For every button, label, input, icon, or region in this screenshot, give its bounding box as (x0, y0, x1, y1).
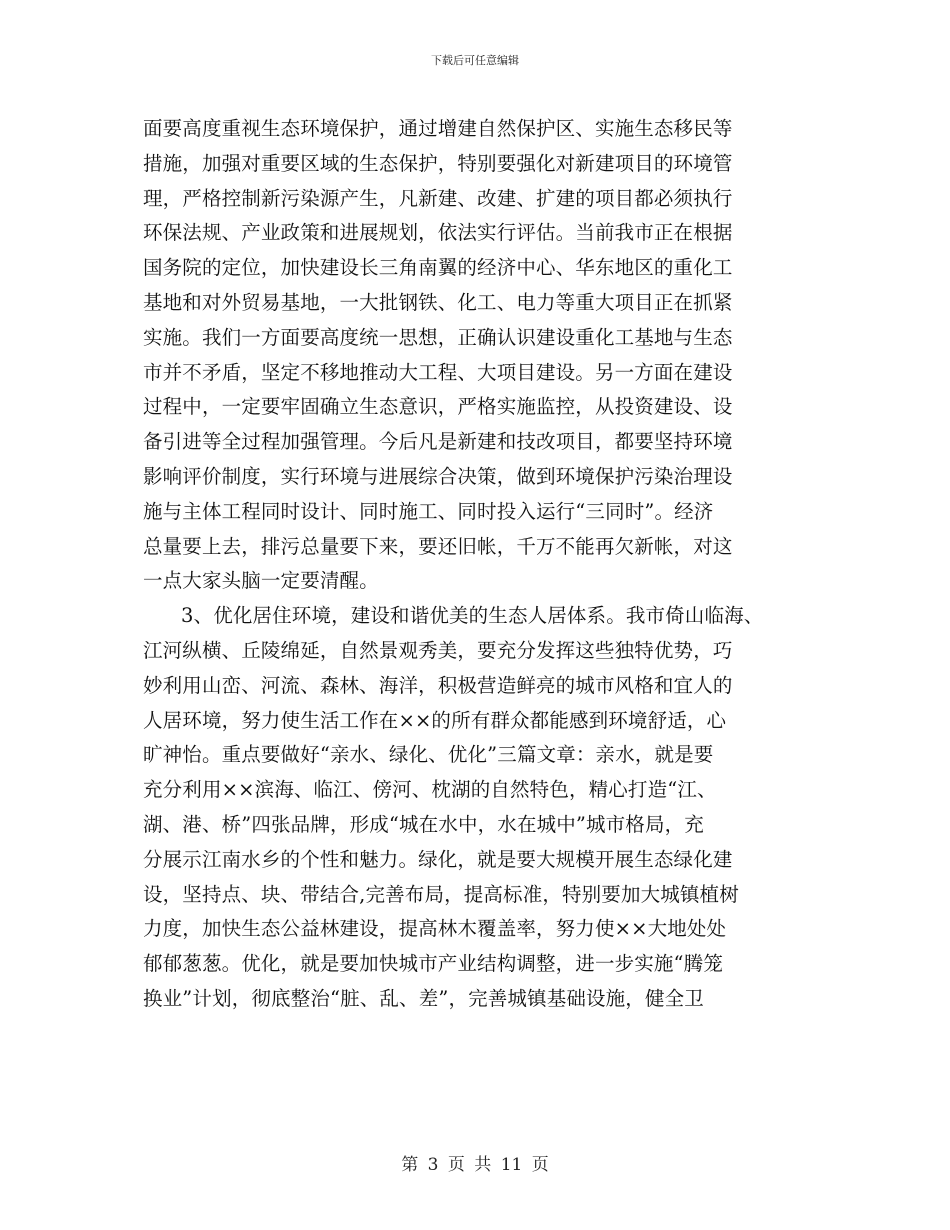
text-line: 换业”计划，彻底整治“脏、乱、差”，完善城镇基础设施，健全卫 (143, 986, 704, 1010)
text-line: 郁郁葱葱。优化，就是要加快城市产业结构调整，进一步实施“腾笼 (143, 952, 723, 976)
text-line: 过程中，一定要牢固确立生态意识，严格实施监控，从投资建设、设 (143, 395, 733, 419)
text-line: 施与主体工程同时设计、同时施工、同时投入运行“三同时”。经济 (143, 499, 714, 523)
text-line: 实施。我们一方面要高度统一思想，正确认识建设重化工基地与生态 (143, 325, 733, 349)
body-text (143, 112, 833, 1017)
text-line: 妙利用山峦、河流、森林、海洋，积极营造鲜亮的城市风格和宜人的 (143, 673, 733, 697)
text-line: 力度，加快生态公益林建设，提高林木覆盖率，努力使××大地处处 (143, 917, 727, 941)
text-line: 基地和对外贸易基地，一大批钢铁、化工、电力等重大项目正在抓紧 (143, 290, 733, 314)
text-line: 备引进等全过程加强管理。今后凡是新建和技改项目，都要坚持环境 (143, 430, 733, 454)
text-line: 分展示江南水乡的个性和魅力。绿化，就是要大规模开展生态绿化建 (143, 847, 733, 871)
paragraph-continued (143, 112, 833, 599)
paragraph-section-3 (143, 599, 833, 1017)
text-line: 旷神怡。重点要做好“亲水、绿化、优化”三篇文章：亲水，就是要 (143, 743, 714, 767)
page-header: 下载后可任意编辑 (431, 54, 519, 67)
text-line: 影响评价制度，实行环境与进展综合决策，做到环境保护污染治理设 (143, 464, 733, 488)
text-line: 江河纵横、丘陵绵延，自然景观秀美，要充分发挥这些独特优势，巧 (143, 638, 733, 662)
text-line: 充分利用××滨海、临江、傍河、枕湖的自然特色，精心打造“江、 (143, 778, 717, 802)
text-line: 总量要上去，排污总量要下来，要还旧帐，千万不能再欠新帐，对这 (143, 534, 733, 558)
text-line: 设，坚持点、块、带结合,完善布局，提高标准，特别要加大城镇植树 (143, 882, 739, 906)
text-line: 人居环境，努力使生活工作在××的所有群众都能感到环境舒适，心 (143, 708, 727, 732)
text-line: 湖、港、桥”四张品牌，形成“城在水中，水在城中”城市格局，充 (143, 812, 704, 836)
text-line: 环保法规、产业政策和进展规划，依法实行评估。当前我市正在根据 (143, 221, 733, 245)
text-line: 3、优化居住环境，建设和谐优美的生态人居体系。我市倚山临海、 (181, 604, 764, 628)
text-line: 面要高度重视生态环境保护，通过增建自然保护区、实施生态移民等 (143, 117, 733, 140)
text-line: 措施，加强对重要区域的生态保护，特别要强化对新建项目的环境管 (143, 151, 733, 175)
text-line: 一点大家头脑一定要清醒。 (143, 569, 379, 593)
text-line: 国务院的定位，加快建设长三角南翼的经济中心、华东地区的重化工 (143, 256, 733, 280)
page-number-footer: 第 3 页 共 11 页 (401, 1155, 549, 1175)
text-line: 理，严格控制新污染源产生，凡新建、改建、扩建的项目都必须执行 (143, 186, 733, 210)
text-line: 市并不矛盾，坚定不移地推动大工程、大项目建设。另一方面在建设 (143, 360, 733, 384)
